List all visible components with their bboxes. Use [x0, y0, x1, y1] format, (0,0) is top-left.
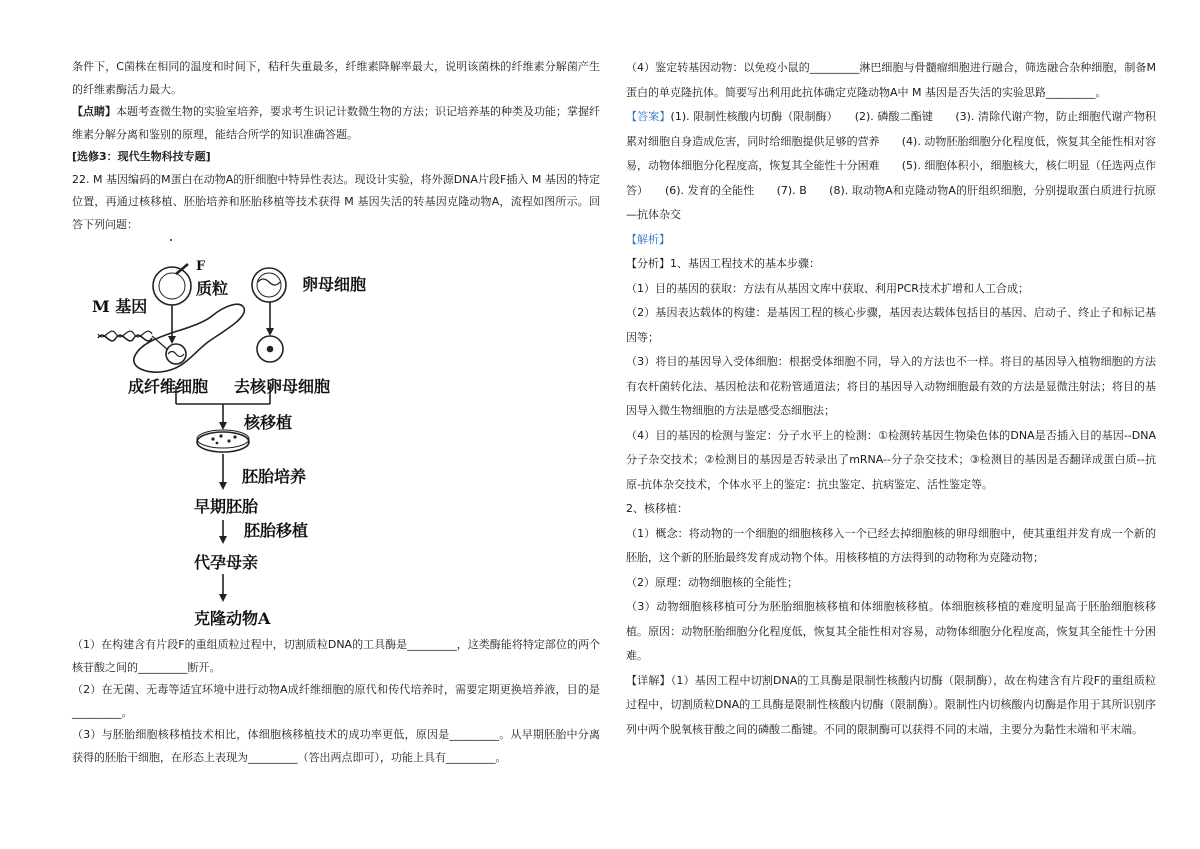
- right-column: [626, 56, 1156, 742]
- nuclear-transfer-heading: 2、核移植：: [626, 502, 688, 515]
- answer-paragraph: [626, 105, 1156, 228]
- label-f: F: [196, 259, 206, 274]
- label-early-embryo: 早期胚胎: [194, 497, 259, 516]
- comment-tag: 【点睛】: [72, 105, 116, 118]
- nuclear-transfer-types: （3）动物细胞核移植可分为胚胎细胞核移植和体细胞核移植。体细胞核移植的难度明显高于胚胎细胞核移植。原因：动物胚胎细胞分化程度低，恢复其全能性相对容易，动物体细胞分化程度高，恢复其全能性十分困难。: [626, 600, 1156, 662]
- petri-dish-shape: [197, 432, 249, 452]
- nuclear-transfer-concept: （1）概念：将动物的一个细胞的细胞核移入一个已经去掉细胞核的卵母细胞中，使其重组并发育成一个新的胚胎，这个新的胚胎最终发育成动物个体。用核移植的方法得到的动物称为克隆动物；: [626, 526, 1156, 564]
- analysis-step-4: （4）目的基因的检测与鉴定：分子水平上的检测：①检测转基因生物染色体的DNA是否插入目的基因--DNA分子杂交技术；②检测目的基因是否转录出了mRNA--分子杂交技术；③检测目的基因是否翻译成蛋白质--抗原-抗体杂交技术，个体水平上的鉴定：抗虫鉴定、抗病鉴定、活性鉴定等。: [626, 428, 1156, 491]
- analysis-intro: 【分析】1、基因工程技术的基本步骤：: [626, 257, 820, 270]
- diagram-graphics: [72, 236, 600, 634]
- analysis-tag: 【解析】: [626, 232, 670, 246]
- answer-body: (1). 限制性核酸内切酶（限制酶） (2). 磷酸二酯键 (3). 清除代谢产物，防止细胞代谢产物积累对细胞自身造成危害，同时给细胞提供足够的营养 (4). 动物胚胎细胞分化程度低，恢复其全能性相对容易，动物体细胞分化程度高，恢复其全能性十分困难 (5). 细胞体积小，细胞核大，核仁明显（任选两点作答） (6). 发育的全能性 (7). B (8). 取动物A和克隆动物A的肝组织细胞，分别提取蛋白质进行抗原—抗体杂交: [626, 110, 1156, 221]
- label-oocyte: 卵母细胞: [302, 275, 367, 294]
- detail-tag: 【详解】: [626, 673, 671, 687]
- subquestion-4: （4）鉴定转基因动物：以免疫小鼠的_________淋巴细胞与骨髓瘤细胞进行融合，筛选融合杂种细胞，制备M蛋白的单克隆抗体。简要写出利用此抗体确定克隆动物A中 M 基因是否失活的实验思路_________。: [626, 61, 1156, 99]
- subquestion-3: （3）与胚胎细胞核移植技术相比，体细胞核移植技术的成功率更低，原因是_________。从早期胚胎中分离获得的胚胎干细胞，在形态上表现为_________（答出两点即可），功能上具有_________。: [72, 728, 600, 764]
- label-embryo-culture: 胚胎培养: [242, 467, 307, 486]
- detail-paragraph: [626, 669, 1156, 743]
- label-nuclear-transfer: 核移植: [244, 413, 293, 432]
- label-fibroblast: 成纤维细胞: [128, 377, 209, 396]
- conclusion-paragraph: 条件下，C菌株在相同的温度和时间下，秸秆失重最多，纤维素降解率最大，说明该菌株的纤维素分解菌产生的纤维素酶活力最大。: [72, 60, 600, 96]
- section-heading: [选修3：现代生物科技专题]: [72, 150, 211, 163]
- label-m-gene: M 基因: [92, 297, 148, 316]
- answer-tag: 【答案】: [626, 110, 671, 123]
- gene-coil-shape: [98, 335, 152, 341]
- comment-body: 本题考查微生物的实验室培养，要求考生识记计数微生物的方法；识记培养基的种类及功能；掌握纤维素分解分离和鉴别的原理，能结合所学的知识准确答题。: [72, 105, 600, 141]
- analysis-step-1: （1）目的基因的获取：方法有从基因文库中获取、利用PCR技术扩增和人工合成；: [626, 281, 1029, 295]
- nuclear-transfer-principle: （2）原理：动物细胞核的全能性；: [626, 575, 798, 589]
- left-column: [72, 56, 600, 769]
- subquestion-1: （1）在构建含有片段F的重组质粒过程中，切割质粒DNA的工具酶是_________，这类酶能将特定部位的两个核苷酸之间的_________断开。: [72, 638, 600, 674]
- question-22-stem: 22. M 基因编码的M蛋白在动物A的肝细胞中特异性表达。现设计实验，将外源DNA片段F插入 M 基因的特定位置，再通过核移植、胚胎培养和胚胎移植等技术获得 M 基因失活的转基因克隆动物A，流程如图所示。回答下列问题：: [72, 172, 600, 231]
- detail-body: （1）基因工程中切割DNA的工具酶是限制性核酸内切酶（限制酶），故在构建含有片段F的重组质粒过程中，切割质粒DNA的工具酶是限制性核酸内切酶（限制酶）。限制性内切核酸内切酶是作用于其所识别序列中两个脱氧核苷酸之间的磷酸二酯键。不同的限制酶可以获得不同的末端，主要分为黏性末端和平末端。: [626, 673, 1157, 736]
- subquestion-2: （2）在无菌、无毒等适宜环境中进行动物A成纤维细胞的原代和传代培养时，需要定期更换培养液，目的是_________。: [72, 683, 600, 719]
- comment-paragraph: [72, 101, 600, 146]
- label-enucleated-oocyte: 去核卵母细胞: [234, 377, 331, 396]
- label-plasmid: 质粒: [196, 279, 229, 298]
- label-surrogate-mother: 代孕母亲: [194, 553, 259, 572]
- label-clone-animal: 克隆动物A: [194, 609, 271, 628]
- label-embryo-transfer: 胚胎移植: [244, 521, 309, 540]
- analysis-step-2: （2）基因表达载体的构建：是基因工程的核心步骤，基因表达载体包括目的基因、启动子、终止子和标记基因等；: [626, 306, 1156, 344]
- analysis-step-3: （3）将目的基因导入受体细胞：根据受体细胞不同，导入的方法也不一样。将目的基因导入植物细胞的方法有农杆菌转化法、基因枪法和花粉管通道法；将目的基因导入动物细胞最有效的方法是显微注射法；将目的基因导入微生物细胞的方法是感受态细胞法；: [626, 355, 1156, 417]
- cloning-flow-diagram: [72, 236, 600, 634]
- fibroblast-shape: [134, 304, 245, 372]
